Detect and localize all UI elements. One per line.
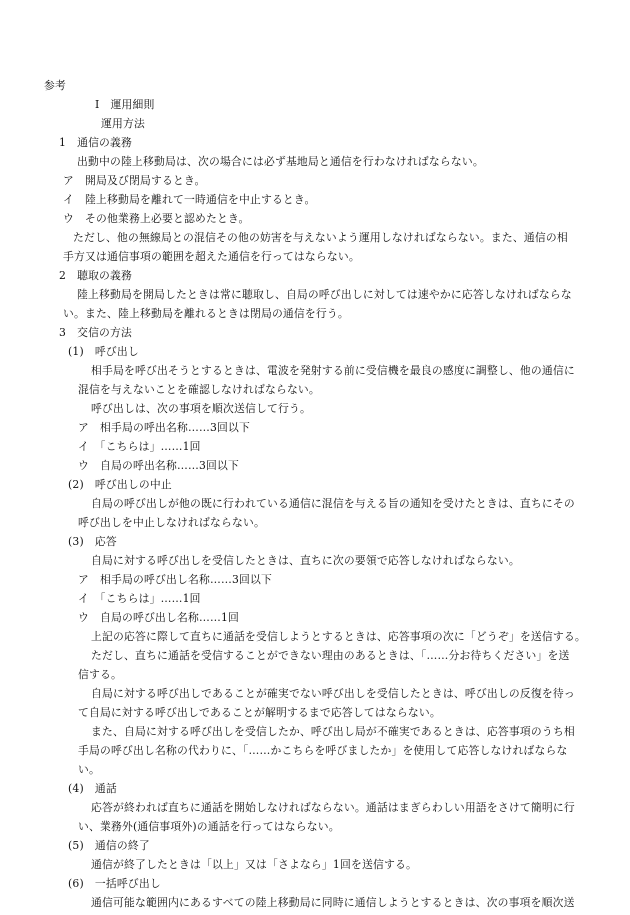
chapter-title: Ⅰ 運用細則 bbox=[95, 98, 155, 111]
paragraph-line: 手局の呼び出し名称の代わりに、「……かこちらを呼びましたか」を使用して応答しなければならな bbox=[78, 744, 568, 757]
subheading-line: (1) 呼び出し bbox=[68, 345, 139, 358]
paragraph-line: 応答が終われば直ちに通話を開始しなければならない。通話はまぎらわしい用語をさけて簡明に行 bbox=[91, 801, 575, 814]
heading-line: 2 聴取の義務 bbox=[59, 269, 133, 282]
paragraph-line: 呼び出しは、次の事項を順次送信して行う。 bbox=[91, 402, 311, 415]
paragraph-line: い、業務外(通信事項外)の通話を行ってはならない。 bbox=[78, 820, 340, 833]
subheading-line: (6) 一括呼び出し bbox=[68, 877, 161, 890]
paragraph-line: い。 bbox=[78, 763, 100, 776]
paragraph-line: 相手局を呼び出そうとするときは、電波を発射する前に受信機を最良の感度に調整し、他の通信に bbox=[91, 364, 575, 377]
subheading-line: (4) 通話 bbox=[68, 782, 117, 795]
heading-line: 1 通信の義務 bbox=[59, 136, 133, 149]
paragraph-line: 上記の応答に際して直ちに通話を受信しようとするときは、応答事項の次に「どうぞ」を送信する。 bbox=[91, 630, 586, 643]
paragraph-line: 通信が終了したときは「以上」又は「さよなら」1回を送信する。 bbox=[91, 858, 417, 871]
list-item: イ 「こちらは」……1回 bbox=[78, 440, 201, 453]
list-item: ウ その他業務上必要と認めたとき。 bbox=[63, 212, 250, 225]
subheading-line: (3) 応答 bbox=[68, 535, 117, 548]
list-item: ア 開局及び閉局するとき。 bbox=[63, 174, 206, 187]
list-item: イ 陸上移動局を離れて一時通信を中止するとき。 bbox=[63, 193, 316, 206]
section-subtitle: 運用方法 bbox=[101, 117, 145, 130]
list-item: イ 「こちらは」……1回 bbox=[78, 592, 201, 605]
paragraph-line: 呼び出しを中止しなければならない。 bbox=[78, 516, 265, 529]
paragraph-line: ただし、他の無線局との混信その他の妨害を与えないよう運用しなければならない。また、通信の相 bbox=[73, 231, 568, 244]
subheading-line: (2) 呼び出しの中止 bbox=[68, 478, 172, 491]
paragraph-line: また、自局に対する呼び出しを受信したか、呼び出し局が不確実であるときは、応答事項のうち相 bbox=[91, 725, 575, 738]
list-item: ア 相手局の呼び出し名称……3回以下 bbox=[78, 573, 273, 586]
paragraph-line: 自局に対する呼び出しであることが確実でない呼び出しを受信したときは、呼び出しの反復を待っ bbox=[91, 687, 575, 700]
paragraph-line: 陸上移動局を開局したときは常に聴取し、自局の呼び出しに対しては速やかに応答しなければならな bbox=[77, 288, 572, 301]
paragraph-line: ただし、直ちに通話を受信することができない理由のあるときは、「……分お待ちください」を送 bbox=[91, 649, 570, 662]
paragraph-line: 自局に対する呼び出しを受信したときは、直ちに次の要領で応答しなければならない。 bbox=[91, 554, 520, 567]
subheading-line: (5) 通信の終了 bbox=[68, 839, 150, 852]
paragraph-line: 通信可能な範囲内にあるすべての陸上移動局に同時に通信しようとするときは、次の事項を順次送 bbox=[91, 896, 575, 909]
page-header: 参考 bbox=[44, 79, 66, 92]
paragraph-line: 出動中の陸上移動局は、次の場合には必ず基地局と通信を行わなければならない。 bbox=[77, 155, 484, 168]
list-item: ア 相手局の呼出名称……3回以下 bbox=[78, 421, 251, 434]
list-item: ウ 自局の呼び出し名称……1回 bbox=[78, 611, 240, 624]
paragraph-line: い。また、陸上移動局を離れるときは閉局の通信を行う。 bbox=[63, 307, 349, 320]
paragraph-line: 自局の呼び出しが他の既に行われている通信に混信を与える旨の通知を受けたときは、直ちにその bbox=[91, 497, 575, 510]
heading-line: 3 交信の方法 bbox=[59, 326, 133, 339]
paragraph-line: 信する。 bbox=[78, 668, 122, 681]
paragraph-line: て自局に対する呼び出しであることが解明するまで応答してはならない。 bbox=[78, 706, 441, 719]
list-item: ウ 自局の呼出名称……3回以下 bbox=[78, 459, 240, 472]
paragraph-line: 混信を与えないことを確認しなければならない。 bbox=[78, 383, 320, 396]
paragraph-line: 手方又は通信事項の範囲を超えた通信を行ってはならない。 bbox=[63, 250, 360, 263]
